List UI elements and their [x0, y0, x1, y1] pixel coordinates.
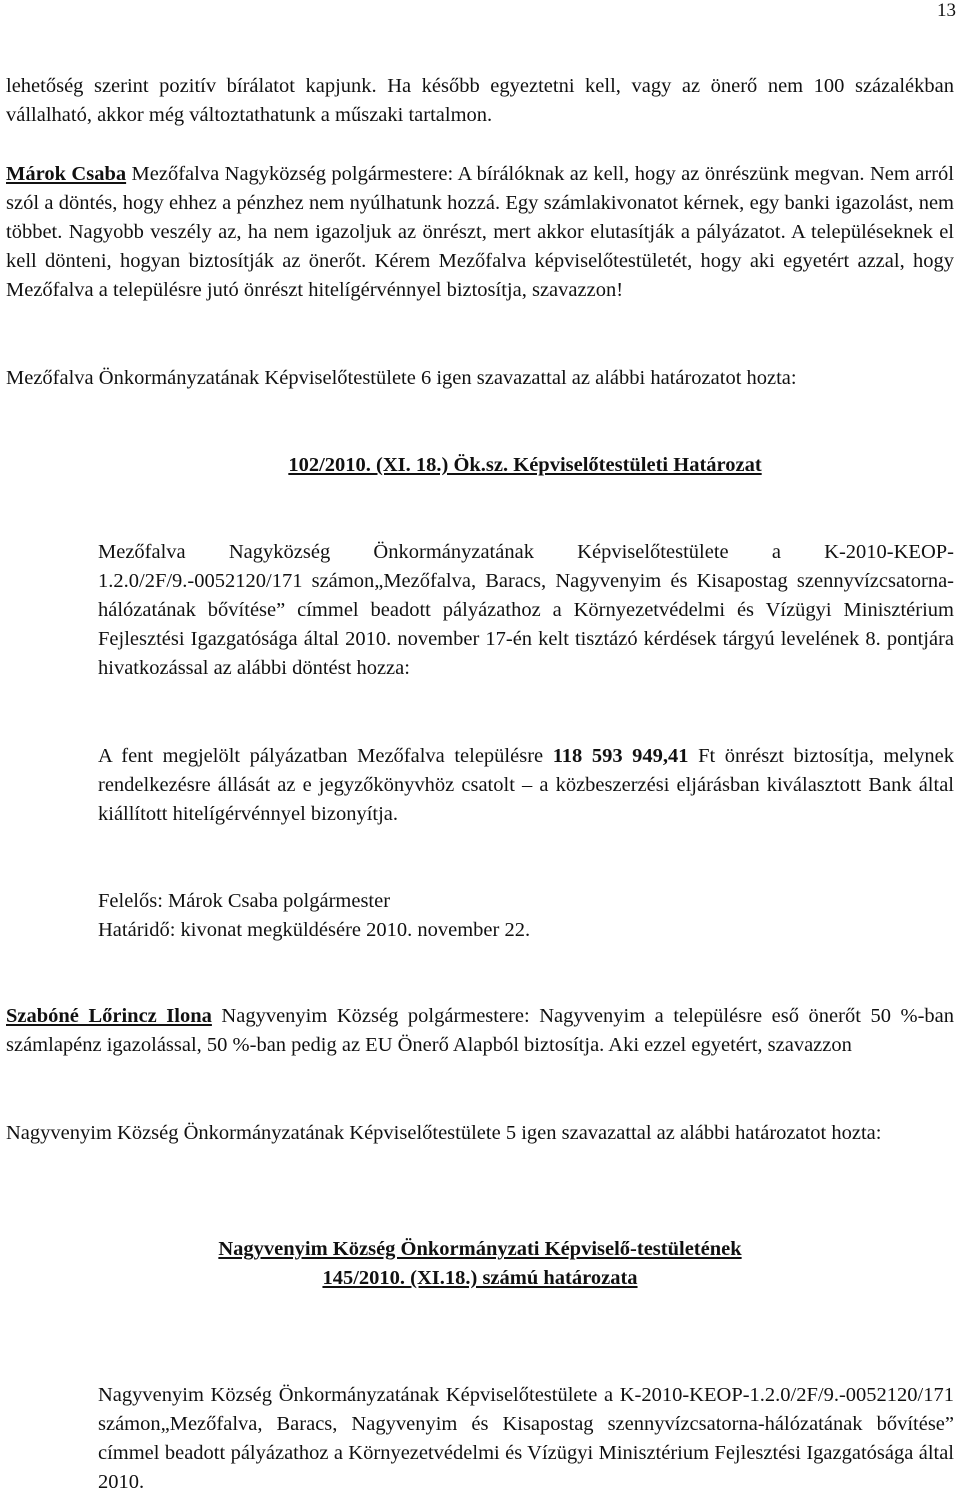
resolution-1-title	[0, 451, 960, 480]
paragraph-vote-mezofalva: Mezőfalva Önkormányzatának Képviselőtestülete 6 igen szavazattal az alábbi határozatot hozta:	[6, 367, 797, 389]
resolution-2-title-line2: 145/2010. (XI.18.) számú határozata	[322, 1267, 638, 1289]
deadline-line: Határidő: kivonat megküldésére 2010. november 22.	[98, 919, 531, 941]
resolution-2-title-line1: Nagyvenyim Község Önkormányzati Képviselő-testületének	[218, 1238, 742, 1260]
resolution-1-body: Mezőfalva Nagyközség Önkormányzatának Képviselőtestülete a K-2010-KEOP-1.2.0/2F/9.-0052120/171 számon„Mezőfalva, Baracs, Nagyvenyim és Kisapostag szennyvízcsatorna-hálózatának bővítése” címmel beadott pályázathoz a Környezetvédelmi és Vízügyi Minisztérium Fejlesztési Igazgatósága által 2010. november 17-én kelt tisztázó kérdések tárgyú levelének 8. pontjára hivatkozással az alábbi döntést hozza:	[98, 541, 954, 679]
decision-text-before: A fent megjelölt pályázatban Mezőfalva településre	[98, 745, 553, 767]
resolution-1-title-text: 102/2010. (XI. 18.) Ök.sz. Képviselőtestületi Határozat	[288, 454, 762, 476]
resolution-2-title	[0, 1235, 960, 1293]
speech-text-2: Nagyvenyim Község polgármestere: Nagyvenyim a településre eső önerőt 50 %-ban számlapénz igazolással, 50 %-ban pedig az EU Önerő Alapból biztosítja. Aki ezzel egyetért, szavazzon	[6, 1005, 954, 1056]
speaker-name-2: Szabóné Lőrincz Ilona	[6, 1005, 212, 1027]
resolution-1-decision	[98, 742, 954, 829]
amount-value: 118 593 949,41	[552, 745, 689, 767]
paragraph-marok-csaba	[6, 160, 954, 305]
decision-text-after: Ft önrészt biztosítja, melynek rendelkezésre állását az e jegyzőkönyvhöz csatolt – a közbeszerzési eljárásban kiválasztott Bank által kiállított hitelígérvénnyel bizonyítja.	[98, 745, 954, 825]
resolution-2-body: Nagyvenyim Község Önkormányzatának Képviselőtestülete a K-2010-KEOP-1.2.0/2F/9.-0052120/171 számon„Mezőfalva, Baracs, Nagyvenyim és Kisapostag szennyvízcsatorna-hálózatának bővítése” címmel beadott pályázathoz a Környezetvédelmi és Vízügyi Minisztérium Fejlesztési Igazgatósága által 2010.	[98, 1384, 954, 1493]
speaker-name: Márok Csaba	[6, 163, 127, 185]
responsible-deadline	[98, 887, 954, 945]
paragraph-vote-nagyvenyim: Nagyvenyim Község Önkormányzatának Képviselőtestülete 5 igen szavazattal az alábbi határozatot hozta:	[6, 1122, 882, 1144]
paragraph-szabone	[6, 1002, 954, 1060]
speech-text: Mezőfalva Nagyközség polgármestere: A bírálóknak az kell, hogy az önrészünk megvan. Nem arról szól a döntés, hogy ehhez a pénzhez nem nyúlhatunk hozzá. Egy számlakivonatot kérnek, egy banki igazolást, nem többet. Nagyobb veszély az, ha nem igazoljuk az önrészt, mert akkor elutasítják a pályázatot. A településeknek el kell dönteni, hogyan biztosítják az önerőt. Kérem Mezőfalva képviselőtestületét, hogy aki egyetért azzal, hogy Mezőfalva a településre jutó önrészt hitelígérvénnyel biztosítja, szavazzon!	[6, 163, 954, 301]
page-number: 13	[937, 0, 956, 21]
paragraph-intro: lehetőség szerint pozitív bírálatot kapjunk. Ha később egyeztetni kell, vagy az önerő nem 100 százalékban vállalható, akkor még változtathatunk a műszaki tartalmon.	[6, 75, 954, 126]
responsible-line: Felelős: Márok Csaba polgármester	[98, 890, 391, 912]
